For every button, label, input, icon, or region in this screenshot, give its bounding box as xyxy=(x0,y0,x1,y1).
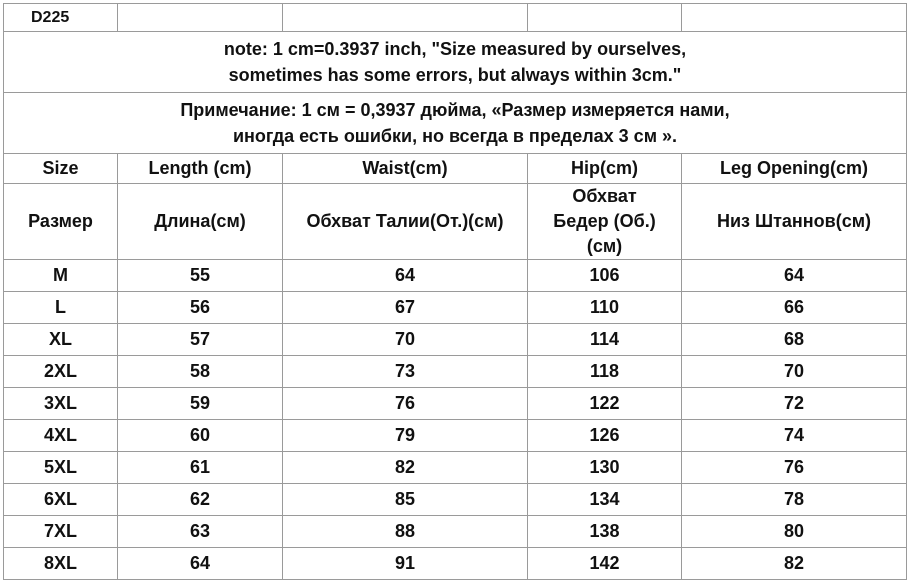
header-leg-opening: Leg Opening(cm) xyxy=(682,154,907,184)
size-chart xyxy=(3,3,907,580)
cell-leg-opening: 64 xyxy=(682,260,907,292)
header-waist-ru: Обхват Талии(От.)(см) xyxy=(283,184,528,260)
product-code: D225 xyxy=(4,4,118,32)
note-en-row xyxy=(4,32,907,93)
table-row xyxy=(4,452,907,484)
cell-hip: 122 xyxy=(528,388,682,420)
note-en xyxy=(4,32,907,93)
cell-size: 5XL xyxy=(4,452,118,484)
cell-length: 55 xyxy=(118,260,283,292)
table-row xyxy=(4,484,907,516)
cell-waist: 73 xyxy=(283,356,528,388)
cell-waist: 76 xyxy=(283,388,528,420)
header-row-ru xyxy=(4,184,907,260)
cell-length: 63 xyxy=(118,516,283,548)
cell-size: 3XL xyxy=(4,388,118,420)
cell-size: XL xyxy=(4,324,118,356)
header-size: Size xyxy=(4,154,118,184)
cell-length: 61 xyxy=(118,452,283,484)
header-row-en xyxy=(4,154,907,184)
header-waist: Waist(cm) xyxy=(283,154,528,184)
table-row xyxy=(4,516,907,548)
header-size-ru: Размер xyxy=(4,184,118,260)
header-hip: Hip(cm) xyxy=(528,154,682,184)
cell-waist: 79 xyxy=(283,420,528,452)
note-ru-row xyxy=(4,93,907,154)
cell-waist: 67 xyxy=(283,292,528,324)
cell-waist: 88 xyxy=(283,516,528,548)
note-ru-line-2: иногда есть ошибки, но всегда в пределах 3 см ». xyxy=(232,126,678,146)
cell-size: 8XL xyxy=(4,548,118,580)
size-rows xyxy=(4,260,907,580)
header-leg-opening-ru: Низ Штаннов(см) xyxy=(682,184,907,260)
cell-length: 59 xyxy=(118,388,283,420)
cell-length: 62 xyxy=(118,484,283,516)
cell-length: 58 xyxy=(118,356,283,388)
table-row xyxy=(4,420,907,452)
cell-leg-opening: 70 xyxy=(682,356,907,388)
cell-hip: 134 xyxy=(528,484,682,516)
cell-waist: 64 xyxy=(283,260,528,292)
cell-length: 56 xyxy=(118,292,283,324)
table-row xyxy=(4,260,907,292)
cell-hip: 118 xyxy=(528,356,682,388)
cell-size: M xyxy=(4,260,118,292)
cell-size: 2XL xyxy=(4,356,118,388)
cell-hip: 114 xyxy=(528,324,682,356)
cell-length: 57 xyxy=(118,324,283,356)
cell-size: 6XL xyxy=(4,484,118,516)
cell-waist: 85 xyxy=(283,484,528,516)
empty-cell xyxy=(283,4,528,32)
cell-size: 7XL xyxy=(4,516,118,548)
cell-leg-opening: 74 xyxy=(682,420,907,452)
cell-leg-opening: 72 xyxy=(682,388,907,420)
cell-waist: 70 xyxy=(283,324,528,356)
note-ru xyxy=(4,93,907,154)
note-en-line-2: sometimes has some errors, but always within 3cm." xyxy=(228,65,682,85)
table-row xyxy=(4,324,907,356)
cell-waist: 82 xyxy=(283,452,528,484)
cell-leg-opening: 76 xyxy=(682,452,907,484)
header-hip-ru: Обхват Бедер (Об.)(см) xyxy=(528,184,682,260)
cell-length: 64 xyxy=(118,548,283,580)
table-row xyxy=(4,292,907,324)
header-length-ru: Длина(см) xyxy=(118,184,283,260)
cell-leg-opening: 78 xyxy=(682,484,907,516)
cell-waist: 91 xyxy=(283,548,528,580)
cell-hip: 110 xyxy=(528,292,682,324)
empty-cell xyxy=(528,4,682,32)
note-en-line-1: note: 1 cm=0.3937 inch, "Size measured by ourselves, xyxy=(223,39,687,59)
cell-hip: 106 xyxy=(528,260,682,292)
note-ru-line-1: Примечание: 1 см = 0,3937 дюйма, «Размер измеряется нами, xyxy=(180,100,730,120)
cell-size: 4XL xyxy=(4,420,118,452)
cell-size: L xyxy=(4,292,118,324)
table-row xyxy=(4,356,907,388)
empty-cell xyxy=(118,4,283,32)
cell-hip: 130 xyxy=(528,452,682,484)
cell-hip: 138 xyxy=(528,516,682,548)
cell-hip: 126 xyxy=(528,420,682,452)
cell-leg-opening: 68 xyxy=(682,324,907,356)
cell-leg-opening: 66 xyxy=(682,292,907,324)
cell-hip: 142 xyxy=(528,548,682,580)
header-length: Length (cm) xyxy=(118,154,283,184)
size-chart-table xyxy=(3,3,907,580)
table-row xyxy=(4,388,907,420)
empty-cell xyxy=(682,4,907,32)
cell-length: 60 xyxy=(118,420,283,452)
cell-leg-opening: 82 xyxy=(682,548,907,580)
title-row xyxy=(4,4,907,32)
cell-leg-opening: 80 xyxy=(682,516,907,548)
